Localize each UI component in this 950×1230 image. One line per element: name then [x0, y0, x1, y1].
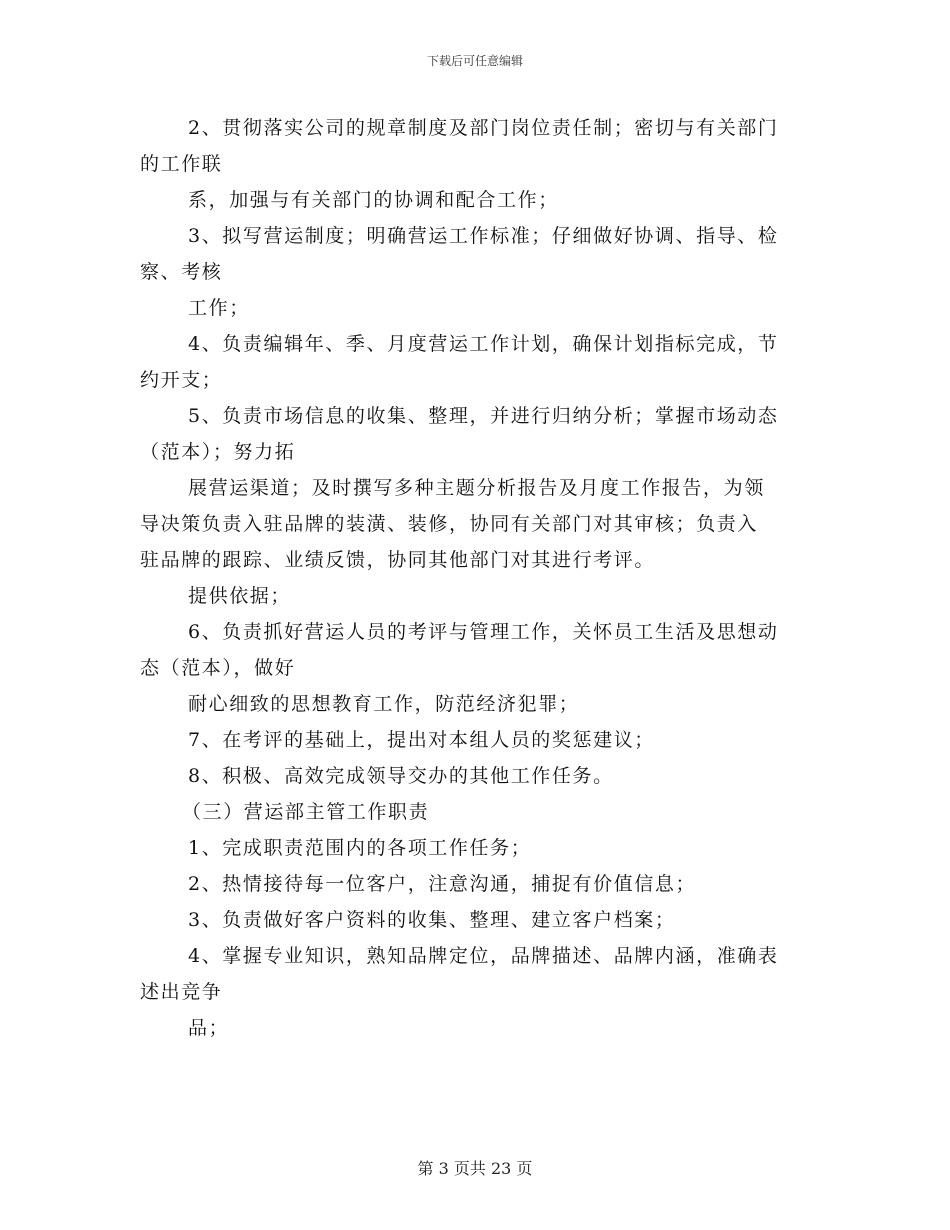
paragraph-line: 导决策负责入驻品牌的装潢、装修，协同有关部门对其审核；负责入 — [140, 513, 759, 535]
paragraph-line: 驻品牌的跟踪、业绩反馈，协同其他部门对其进行考评。 — [140, 549, 656, 571]
document-body — [140, 110, 810, 1046]
paragraph-line: 提供依据； — [188, 585, 292, 607]
paragraph-line: 2、贯彻落实公司的规章制度及部门岗位责任制；密切与有关部门 — [188, 117, 779, 139]
paragraph-line: 1、完成职责范围内的各项工作任务； — [188, 837, 532, 859]
paragraph-line: 品； — [188, 1017, 230, 1039]
paragraph-line: 态（范本），做好 — [140, 657, 296, 679]
paragraph-line: 察、考核 — [140, 261, 223, 283]
paragraph-line: 4、掌握专业知识，熟知品牌定位，品牌描述、品牌内涵，准确表 — [188, 945, 779, 967]
section-heading: （三）营运部主管工作职责 — [182, 801, 430, 823]
paragraph-line: 3、拟写营运制度；明确营运工作标准；仔细做好协调、指导、检 — [188, 225, 779, 247]
paragraph-line: 述出竞争 — [140, 981, 223, 1003]
paragraph-line: 约开支； — [140, 369, 223, 391]
paragraph-line: 工作； — [188, 297, 250, 319]
paragraph-line: 5、负责市场信息的收集、整理，并进行归纳分析；掌握市场动态 — [188, 405, 779, 427]
paragraph-line: 4、负责编辑年、季、月度营运工作计划，确保计划指标完成，节 — [188, 333, 779, 355]
paragraph-line: 3、负责做好客户资料的收集、整理、建立客户档案； — [188, 909, 676, 931]
paragraph-line: 2、热情接待每一位客户，注意沟通，捕捉有价值信息； — [188, 873, 697, 895]
paragraph-line: 6、负责抓好营运人员的考评与管理工作，关怀员工生活及思想动 — [188, 621, 779, 643]
page-number: 第 3 页共 23 页 — [417, 1159, 533, 1178]
paragraph-line: 7、在考评的基础上，提出对本组人员的奖惩建议； — [188, 729, 655, 751]
paragraph-line: 耐心细致的思想教育工作，防范经济犯罪； — [188, 693, 580, 715]
paragraph-line: 系，加强与有关部门的协调和配合工作； — [188, 189, 559, 211]
page-header: 下载后可任意编辑 — [426, 54, 523, 68]
paragraph-line: 8、积极、高效完成领导交办的其他工作任务。 — [188, 765, 614, 787]
paragraph-line: 展营运渠道；及时撰写多种主题分析报告及月度工作报告，为领 — [188, 477, 765, 499]
paragraph-line: （范本）；努力拓 — [140, 441, 296, 463]
paragraph-line: 的工作联 — [140, 153, 223, 175]
